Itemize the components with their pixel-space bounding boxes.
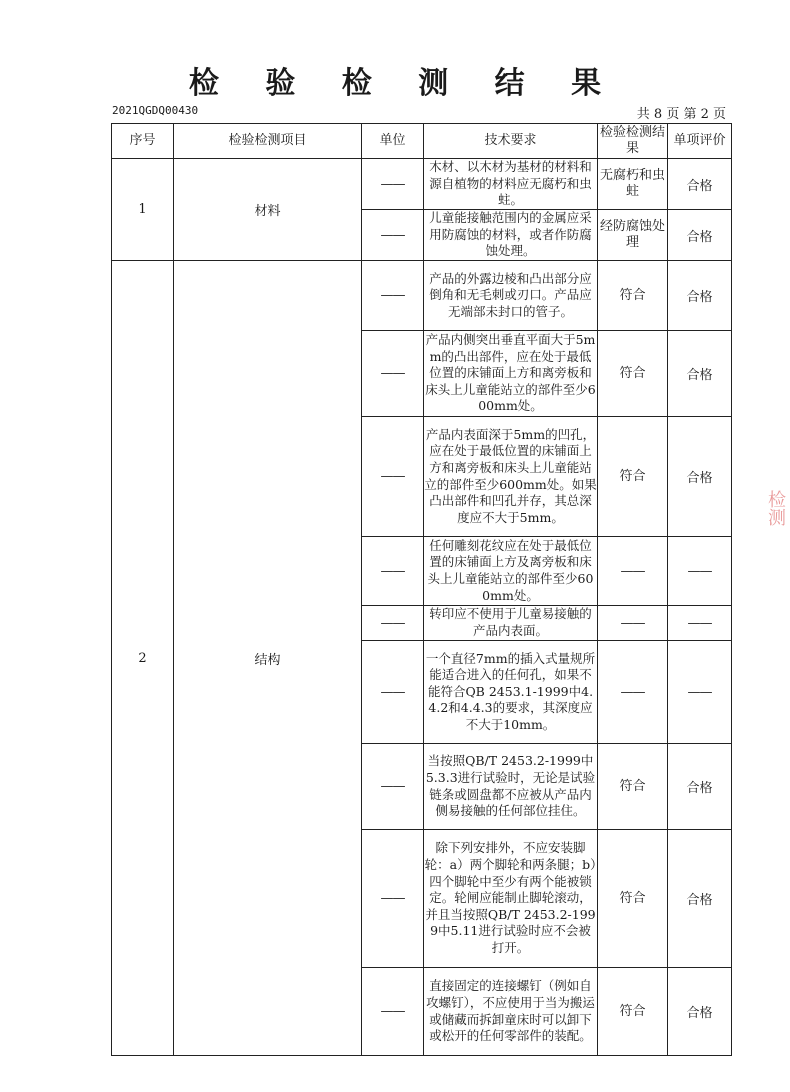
table-row	[112, 159, 732, 210]
row-requirement: 当按照QB/T 2453.2-1999中5.3.3进行试验时，无论是试验链条或圆盘都不应被从产品内侧易接触的任何部位挂住。	[424, 744, 598, 830]
row-evaluation: 合格	[668, 968, 732, 1056]
row-unit: ——	[362, 261, 424, 331]
row-unit: ——	[362, 331, 424, 417]
table-row	[112, 261, 732, 331]
table-header-row	[112, 124, 732, 159]
header-evaluation: 单项评价	[668, 124, 732, 159]
row-result: 符合	[598, 331, 668, 417]
row-evaluation: 合格	[668, 261, 732, 331]
row-result: 无腐朽和虫蛀	[598, 159, 668, 210]
header-result: 检验检测结果	[598, 124, 668, 159]
row-evaluation: ——	[668, 606, 732, 641]
row-requirement: 转印应不使用于儿童易接触的产品内表面。	[424, 606, 598, 641]
row-unit: ——	[362, 641, 424, 744]
header-requirement: 技术要求	[424, 124, 598, 159]
row-result: ——	[598, 606, 668, 641]
header-item: 检验检测项目	[174, 124, 362, 159]
row-unit: ——	[362, 537, 424, 606]
row-requirement: 一个直径7mm的插入式量规所能适合进入的任何孔，如果不能符合QB 2453.1-1999中4.4.2和4.4.3的要求，其深度应不大于10mm。	[424, 641, 598, 744]
row-requirement: 产品内侧突出垂直平面大于5mm的凸出部件，应在处于最低位置的床铺面上方和离旁板和床头上儿童能站立的部件至少600mm处。	[424, 331, 598, 417]
row-result: 符合	[598, 744, 668, 830]
row-item-name: 材料	[174, 159, 362, 261]
row-result: 符合	[598, 261, 668, 331]
row-result: 经防腐蚀处理	[598, 210, 668, 261]
row-evaluation: ——	[668, 641, 732, 744]
row-result: ——	[598, 537, 668, 606]
row-unit: ——	[362, 417, 424, 537]
row-requirement: 任何雕刻花纹应在处于最低位置的床铺面上方及离旁板和床头上儿童能站立的部件至少600mm处。	[424, 537, 598, 606]
page-indicator: 共 8 页 第 2 页	[636, 107, 726, 122]
row-unit: ——	[362, 744, 424, 830]
row-index: 1	[112, 159, 174, 261]
row-evaluation: 合格	[668, 744, 732, 830]
row-requirement: 产品内表面深于5mm的凹孔，应在处于最低位置的床铺面上方和离旁板和床头上儿童能站立的部件至少600mm处。如果凸出部件和凹孔并存，其总深度应不大于5mm。	[424, 417, 598, 537]
row-result: 符合	[598, 830, 668, 968]
header-index: 序号	[112, 124, 174, 159]
row-evaluation: 合格	[668, 159, 732, 210]
row-evaluation: 合格	[668, 417, 732, 537]
row-unit: ——	[362, 830, 424, 968]
row-requirement: 产品的外露边棱和凸出部分应倒角和无毛刺或刃口。产品应无端部未封口的管子。	[424, 261, 598, 331]
document-title: 检 验 检 测 结 果	[188, 66, 620, 101]
row-evaluation: 合格	[668, 331, 732, 417]
row-requirement: 直接固定的连接螺钉（例如自攻螺钉），不应使用于当为搬运或储藏而拆卸童床时可以卸下或松开的任何零部件的装配。	[424, 968, 598, 1056]
header-unit: 单位	[362, 124, 424, 159]
row-evaluation: ——	[668, 537, 732, 606]
row-item-name: 结构	[174, 261, 362, 1056]
results-table	[111, 123, 732, 1056]
row-result: ——	[598, 641, 668, 744]
row-result: 符合	[598, 417, 668, 537]
row-requirement: 木材、以木材为基材的材料和源自植物的材料应无腐朽和虫蛀。	[424, 159, 598, 210]
seal-stamp-fragment: 检测	[765, 490, 786, 526]
row-requirement: 除下列安排外，不应安装脚轮：a）两个脚轮和两条腿；b）四个脚轮中至少有两个能被锁定。轮闸应能制止脚轮滚动，并且当按照QB/T 2453.2-1999中5.11进行试验时应不会被打开。	[424, 830, 598, 968]
row-result: 符合	[598, 968, 668, 1056]
row-unit: ——	[362, 159, 424, 210]
report-number: 2021QGDQ00430	[112, 104, 199, 117]
row-requirement: 儿童能接触范围内的金属应采用防腐蚀的材料，或者作防腐蚀处理。	[424, 210, 598, 261]
row-unit: ——	[362, 210, 424, 261]
row-evaluation: 合格	[668, 210, 732, 261]
row-unit: ——	[362, 968, 424, 1056]
row-evaluation: 合格	[668, 830, 732, 968]
row-unit: ——	[362, 606, 424, 641]
row-index: 2	[112, 261, 174, 1056]
